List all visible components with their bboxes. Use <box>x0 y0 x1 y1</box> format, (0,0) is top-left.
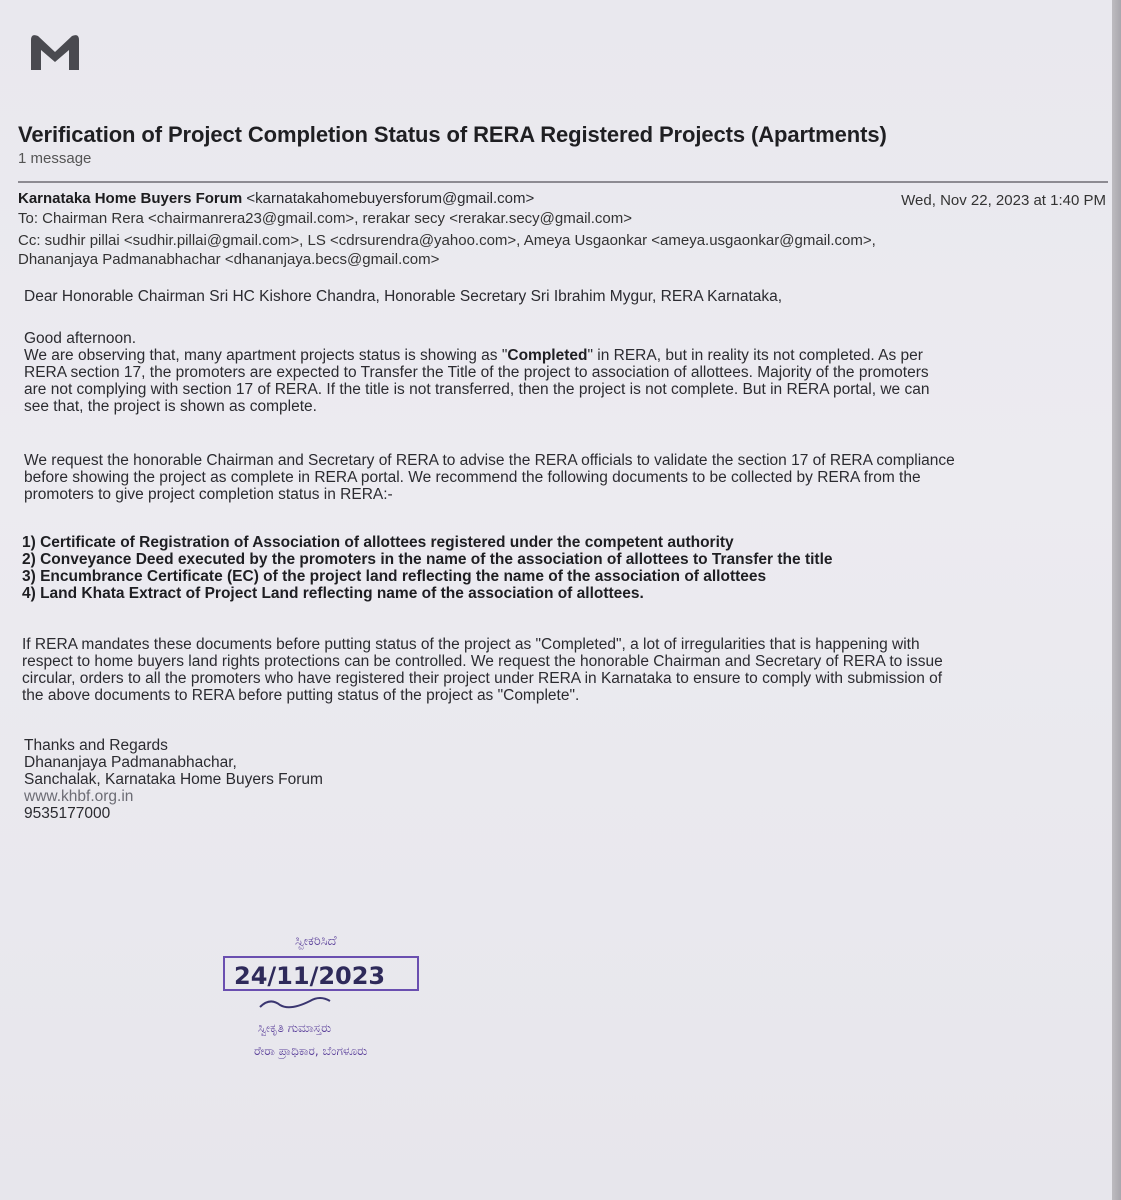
paragraph-1-line-2: RERA section 17, the promoters are expected to Transfer the Title of the project to association of allottees. Majority of the promoters <box>24 364 929 381</box>
email-date: Wed, Nov 22, 2023 at 1:40 PM <box>901 192 1106 209</box>
paragraph-3 <box>22 636 1084 704</box>
stamp-top-label: ಸ್ವೀಕರಿಸಿದೆ <box>295 934 337 949</box>
stamp-line-2: ರೇರಾ ಪ್ರಾಧಿಕಾರ, ಬೆಂಗಳೂರು <box>254 1044 368 1058</box>
sender-name: Karnataka Home Buyers Forum <box>18 190 243 207</box>
paragraph-3-line-3: circular, orders to all the promoters who have registered their project under RERA in Karnataka to ensure to comply with submission of <box>22 670 943 687</box>
paragraph-2-line-1: We request the honorable Chairman and Secretary of RERA to advise the RERA officials to validate the section 17 of RERA compliance <box>24 452 955 469</box>
header-divider <box>18 181 1108 183</box>
email-subject: Verification of Project Completion Status of RERA Registered Projects (Apartments) <box>18 122 887 147</box>
sign-title: Sanchalak, Karnataka Home Buyers Forum <box>24 771 323 788</box>
stamp-date: 24/11/2023 <box>234 962 386 990</box>
paragraph-2-line-2: before showing the project as complete in RERA portal. We recommend the following documents to be collected by RERA from the <box>24 469 921 486</box>
paragraph-3-line-4: the above documents to RERA before putting status of the project as "Complete". <box>22 687 580 704</box>
stamp-line-1: ಸ್ವೀಕೃತಿ ಗುಮಾಸ್ತರು <box>258 1021 332 1035</box>
website-link[interactable]: www.khbf.org.in <box>24 788 134 805</box>
sender-email: <karnatakahomebuyersforum@gmail.com> <box>246 190 535 207</box>
list-item: 2) Conveyance Deed executed by the promoters in the name of the association of allottees to Transfer the title <box>22 551 833 568</box>
greeting: Good afternoon. <box>24 330 137 347</box>
received-stamp <box>220 925 430 1065</box>
list-item: 4) Land Khata Extract of Project Land reflecting name of the association of allottees. <box>22 585 644 602</box>
paragraph-1-line-4: see that, the project is shown as complete. <box>24 398 317 415</box>
message-count: 1 message <box>18 150 92 167</box>
paragraph-3-line-2: respect to home buyers land rights protections can be controlled. We request the honorable Chairman and Secretary of RERA to issue <box>22 653 943 670</box>
from-line <box>18 190 534 207</box>
paragraph-1-line-3: are not complying with section 17 of RERA. If the title is not transferred, then the project is not complete. But in RERA portal, we can <box>24 381 930 398</box>
document-list <box>22 534 1084 602</box>
paragraph-3-line-1: If RERA mandates these documents before putting status of the project as "Completed", a lot of irregularities that is happening with <box>22 636 920 653</box>
paragraph-1-line-1: We are observing that, many apartment projects status is showing as "Completed" in RERA, but in reality its not completed. As per <box>24 347 923 364</box>
list-item: 3) Encumbrance Certificate (EC) of the project land reflecting the name of the association of allottees <box>22 568 767 585</box>
sign-phone: 9535177000 <box>24 805 111 822</box>
paragraph-2-line-3: promoters to give project completion status in RERA:- <box>24 486 393 503</box>
page-edge <box>1112 0 1121 1200</box>
list-item: 1) Certificate of Registration of Association of allottees registered under the competent authority <box>22 534 734 551</box>
signature <box>24 737 1086 822</box>
to-line: To: Chairman Rera <chairmanrera23@gmail.com>, rerakar secy <rerakar.secy@gmail.com> <box>18 210 633 227</box>
sign-thanks: Thanks and Regards <box>24 737 168 754</box>
sign-name: Dhananjaya Padmanabhachar, <box>24 754 237 771</box>
gmail-m-logo-icon <box>27 30 83 74</box>
cc-line-continued: Dhananjaya Padmanabhachar <dhananjaya.becs@gmail.com> <box>18 251 440 268</box>
paragraph-1 <box>24 330 1086 415</box>
completed-bold: Completed <box>507 347 588 364</box>
paragraph-2 <box>24 452 1086 503</box>
salutation: Dear Honorable Chairman Sri HC Kishore Chandra, Honorable Secretary Sri Ibrahim Mygur, RERA Karnataka, <box>24 288 783 305</box>
cc-line: Cc: sudhir pillai <sudhir.pillai@gmail.com>, LS <cdrsurendra@yahoo.com>, Ameya Usgaonkar <ameya.usgaonkar@gmail.com>, <box>18 232 876 249</box>
